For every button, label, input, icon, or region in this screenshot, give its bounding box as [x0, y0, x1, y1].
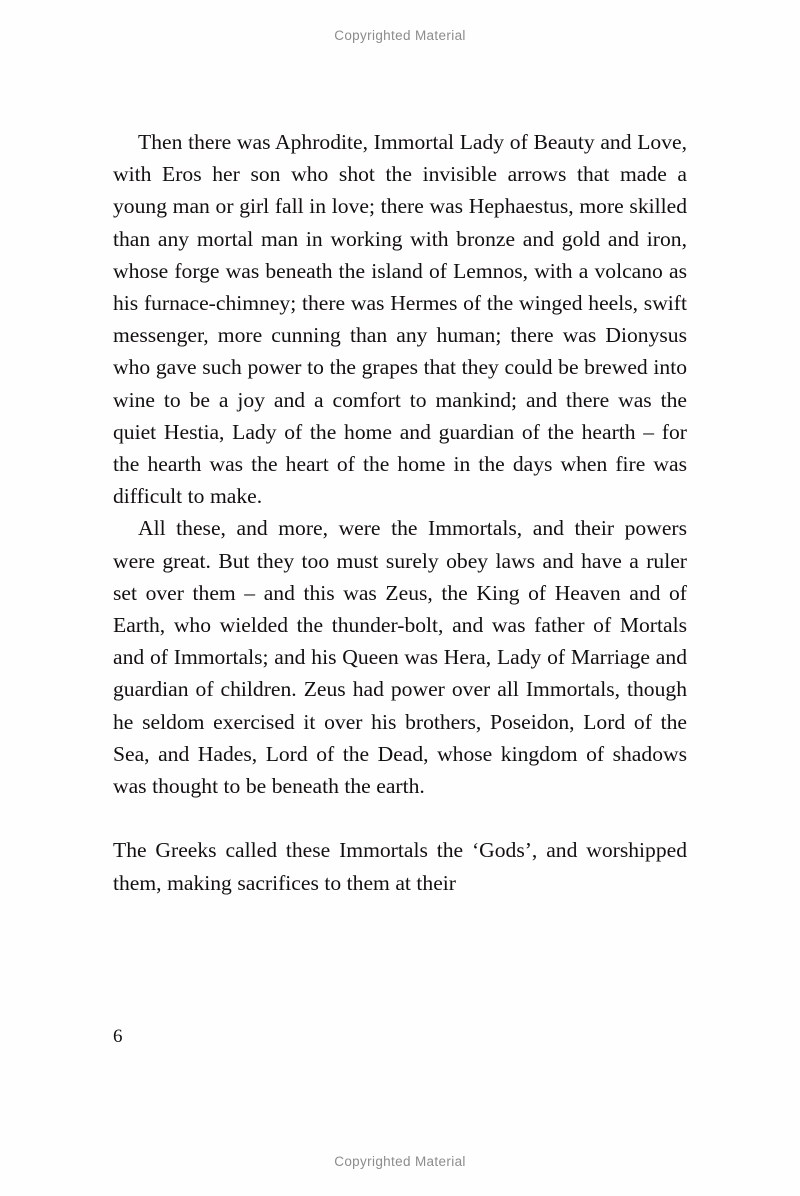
copyright-watermark-bottom: Copyrighted Material: [334, 1154, 466, 1169]
paragraph-aphrodite: Then there was Aphrodite, Immortal Lady of Beauty and Love, with Eros her son who shot the invisible arrows that made a young man or girl fall in love; there was Hephaestus, more skilled than any mortal man in working with bronze and gold and iron, whose forge was beneath the island of Lemnos, with a volcano as his furnace-chimney; there was Hermes of the winged heels, swift messenger, more cunning than any human; there was Dionysus who gave such power to the grapes that they could be brewed into wine to be a joy and a comfort to mankind; and there was the quiet Hestia, Lady of the home and guardian of the hearth – for the hearth was the heart of the home in the days when fire was difficult to make.: [113, 130, 687, 509]
page-text-block: [113, 126, 687, 899]
copyright-watermark-top: Copyrighted Material: [334, 28, 466, 43]
paragraph-greeks: The Greeks called these Immortals the ‘Gods’, and worshipped them, making sacrifices to them at their: [113, 838, 687, 895]
paragraph-immortals: All these, and more, were the Immortals, and their powers were great. But they too must surely obey laws and have a ruler set over them – and this was Zeus, the King of Heaven and of Earth, who wielded the thunder-bolt, and was father of Mortals and of Immortals; and his Queen was Hera, Lady of Marriage and guardian of children. Zeus had power over all Immortals, though he seldom exercised it over his brothers, Poseidon, Lord of the Sea, and Hades, Lord of the Dead, whose kingdom of shadows was thought to be beneath the earth.: [113, 516, 687, 799]
page-number: 6: [113, 1026, 123, 1047]
